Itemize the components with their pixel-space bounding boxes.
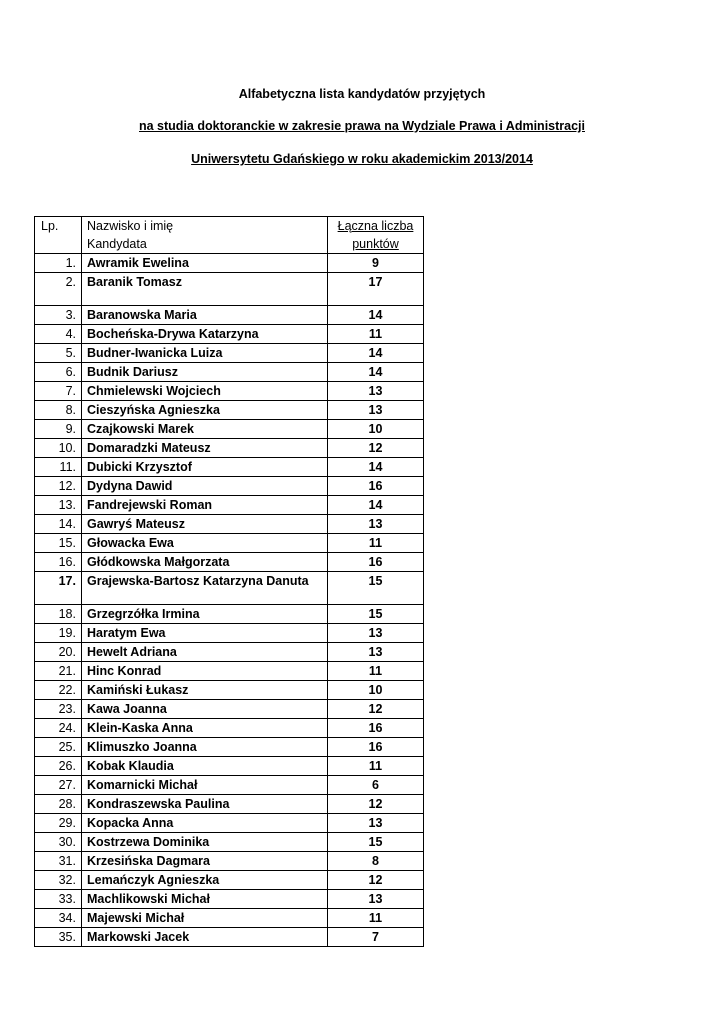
row-points: 14	[328, 306, 424, 325]
row-name: Komarnicki Michał	[82, 776, 328, 795]
row-lp: 18.	[35, 605, 82, 624]
table-row	[35, 738, 424, 757]
row-lp: 33.	[35, 890, 82, 909]
row-lp: 4.	[35, 325, 82, 344]
row-name: Domaradzki Mateusz	[82, 439, 328, 458]
table-row	[35, 420, 424, 439]
table-row	[35, 909, 424, 928]
header-name: Nazwisko i imię Kandydata	[82, 217, 328, 254]
row-name: Kopacka Anna	[82, 814, 328, 833]
row-lp: 5.	[35, 344, 82, 363]
table-row	[35, 814, 424, 833]
table-row	[35, 795, 424, 814]
row-lp: 26.	[35, 757, 82, 776]
table-row	[35, 553, 424, 572]
table-row	[35, 363, 424, 382]
row-name: Machlikowski Michał	[82, 890, 328, 909]
table-row	[35, 643, 424, 662]
row-points: 9	[328, 254, 424, 273]
table-row	[35, 325, 424, 344]
row-name: Budnik Dariusz	[82, 363, 328, 382]
row-name: Lemańczyk Agnieszka	[82, 871, 328, 890]
row-name: Głowacka Ewa	[82, 534, 328, 553]
row-name: Kobak Klaudia	[82, 757, 328, 776]
row-lp: 23.	[35, 700, 82, 719]
row-name: Grzegrzółka Irmina	[82, 605, 328, 624]
row-points: 13	[328, 814, 424, 833]
row-name: Kamiński Łukasz	[82, 681, 328, 700]
row-lp: 20.	[35, 643, 82, 662]
row-points: 13	[328, 890, 424, 909]
row-points: 15	[328, 572, 424, 605]
row-lp: 32.	[35, 871, 82, 890]
row-lp: 11.	[35, 458, 82, 477]
table-header-row	[35, 217, 424, 254]
row-lp: 25.	[35, 738, 82, 757]
row-lp: 7.	[35, 382, 82, 401]
row-points: 15	[328, 605, 424, 624]
row-points: 8	[328, 852, 424, 871]
row-lp: 12.	[35, 477, 82, 496]
table-row	[35, 515, 424, 534]
row-points: 10	[328, 420, 424, 439]
row-lp: 9.	[35, 420, 82, 439]
row-name: Klimuszko Joanna	[82, 738, 328, 757]
row-name: Haratym Ewa	[82, 624, 328, 643]
row-points: 7	[328, 928, 424, 947]
row-name: Klein-Kaska Anna	[82, 719, 328, 738]
row-points: 11	[328, 662, 424, 681]
row-lp: 2.	[35, 273, 82, 306]
row-name: Czajkowski Marek	[82, 420, 328, 439]
row-name: Kawa Joanna	[82, 700, 328, 719]
table-row	[35, 700, 424, 719]
row-name: Kostrzewa Dominika	[82, 833, 328, 852]
row-lp: 15.	[35, 534, 82, 553]
row-lp: 24.	[35, 719, 82, 738]
row-name: Hewelt Adriana	[82, 643, 328, 662]
row-points: 12	[328, 871, 424, 890]
row-points: 13	[328, 401, 424, 420]
row-lp: 35.	[35, 928, 82, 947]
row-lp: 22.	[35, 681, 82, 700]
document-title: Alfabetyczna lista kandydatów przyjętych	[238, 87, 486, 101]
row-name: Awramik Ewelina	[82, 254, 328, 273]
table-row	[35, 757, 424, 776]
row-points: 13	[328, 624, 424, 643]
document-subtitle: na studia doktoranckie w zakresie prawa na Wydziale Prawa i Administracji	[139, 119, 585, 133]
table-row	[35, 477, 424, 496]
row-name: Fandrejewski Roman	[82, 496, 328, 515]
row-name: Gawryś Mateusz	[82, 515, 328, 534]
document-subtitle-university: Uniwersytetu Gdańskiego w roku akademickim 2013/2014	[191, 152, 533, 166]
row-points: 6	[328, 776, 424, 795]
row-points: 11	[328, 909, 424, 928]
table-row	[35, 401, 424, 420]
table-row	[35, 871, 424, 890]
row-points: 12	[328, 700, 424, 719]
row-points: 12	[328, 439, 424, 458]
row-lp: 1.	[35, 254, 82, 273]
row-points: 16	[328, 477, 424, 496]
candidates-table	[34, 216, 424, 947]
table-row	[35, 344, 424, 363]
header-points: Łączna liczba punktów	[328, 217, 424, 254]
row-points: 13	[328, 382, 424, 401]
row-points: 11	[328, 325, 424, 344]
row-name: Krzesińska Dagmara	[82, 852, 328, 871]
table-row	[35, 496, 424, 515]
table-row	[35, 624, 424, 643]
row-lp: 8.	[35, 401, 82, 420]
table-row	[35, 928, 424, 947]
row-points: 14	[328, 496, 424, 515]
table-row	[35, 254, 424, 273]
row-points: 16	[328, 738, 424, 757]
row-name: Baranik Tomasz	[82, 273, 328, 306]
row-points: 14	[328, 363, 424, 382]
row-name: Grajewska-Bartosz Katarzyna Danuta	[82, 572, 328, 605]
row-points: 16	[328, 553, 424, 572]
row-name: Cieszyńska Agnieszka	[82, 401, 328, 420]
row-name: Dubicki Krzysztof	[82, 458, 328, 477]
row-lp: 6.	[35, 363, 82, 382]
row-lp: 28.	[35, 795, 82, 814]
row-points: 17	[328, 273, 424, 306]
table-row	[35, 890, 424, 909]
table-row	[35, 273, 424, 306]
row-lp: 27.	[35, 776, 82, 795]
table-row	[35, 719, 424, 738]
row-name: Hinc Konrad	[82, 662, 328, 681]
row-lp: 19.	[35, 624, 82, 643]
row-name: Baranowska Maria	[82, 306, 328, 325]
table-row	[35, 534, 424, 553]
row-name: Budner-Iwanicka Luiza	[82, 344, 328, 363]
row-lp: 31.	[35, 852, 82, 871]
row-name: Bocheńska-Drywa Katarzyna	[82, 325, 328, 344]
row-points: 11	[328, 534, 424, 553]
row-lp: 34.	[35, 909, 82, 928]
row-lp: 3.	[35, 306, 82, 325]
table-row	[35, 776, 424, 795]
row-name: Chmielewski Wojciech	[82, 382, 328, 401]
table-row	[35, 382, 424, 401]
row-points: 14	[328, 458, 424, 477]
row-lp: 21.	[35, 662, 82, 681]
table-row	[35, 833, 424, 852]
table-row	[35, 662, 424, 681]
row-points: 10	[328, 681, 424, 700]
row-lp: 29.	[35, 814, 82, 833]
row-points: 15	[328, 833, 424, 852]
row-name: Głódkowska Małgorzata	[82, 553, 328, 572]
row-points: 11	[328, 757, 424, 776]
row-name: Dydyna Dawid	[82, 477, 328, 496]
row-points: 13	[328, 643, 424, 662]
table-row	[35, 852, 424, 871]
row-points: 12	[328, 795, 424, 814]
row-lp: 17.	[35, 572, 82, 605]
row-lp: 30.	[35, 833, 82, 852]
table-body	[35, 254, 424, 947]
row-lp: 16.	[35, 553, 82, 572]
table-row	[35, 306, 424, 325]
row-name: Majewski Michał	[82, 909, 328, 928]
row-points: 13	[328, 515, 424, 534]
header-lp: Lp.	[35, 217, 82, 254]
row-lp: 10.	[35, 439, 82, 458]
table-row	[35, 605, 424, 624]
table-row	[35, 439, 424, 458]
row-points: 16	[328, 719, 424, 738]
row-points: 14	[328, 344, 424, 363]
row-lp: 14.	[35, 515, 82, 534]
table-row	[35, 681, 424, 700]
table-row	[35, 458, 424, 477]
row-name: Kondraszewska Paulina	[82, 795, 328, 814]
row-name: Markowski Jacek	[82, 928, 328, 947]
table-row	[35, 572, 424, 605]
row-lp: 13.	[35, 496, 82, 515]
